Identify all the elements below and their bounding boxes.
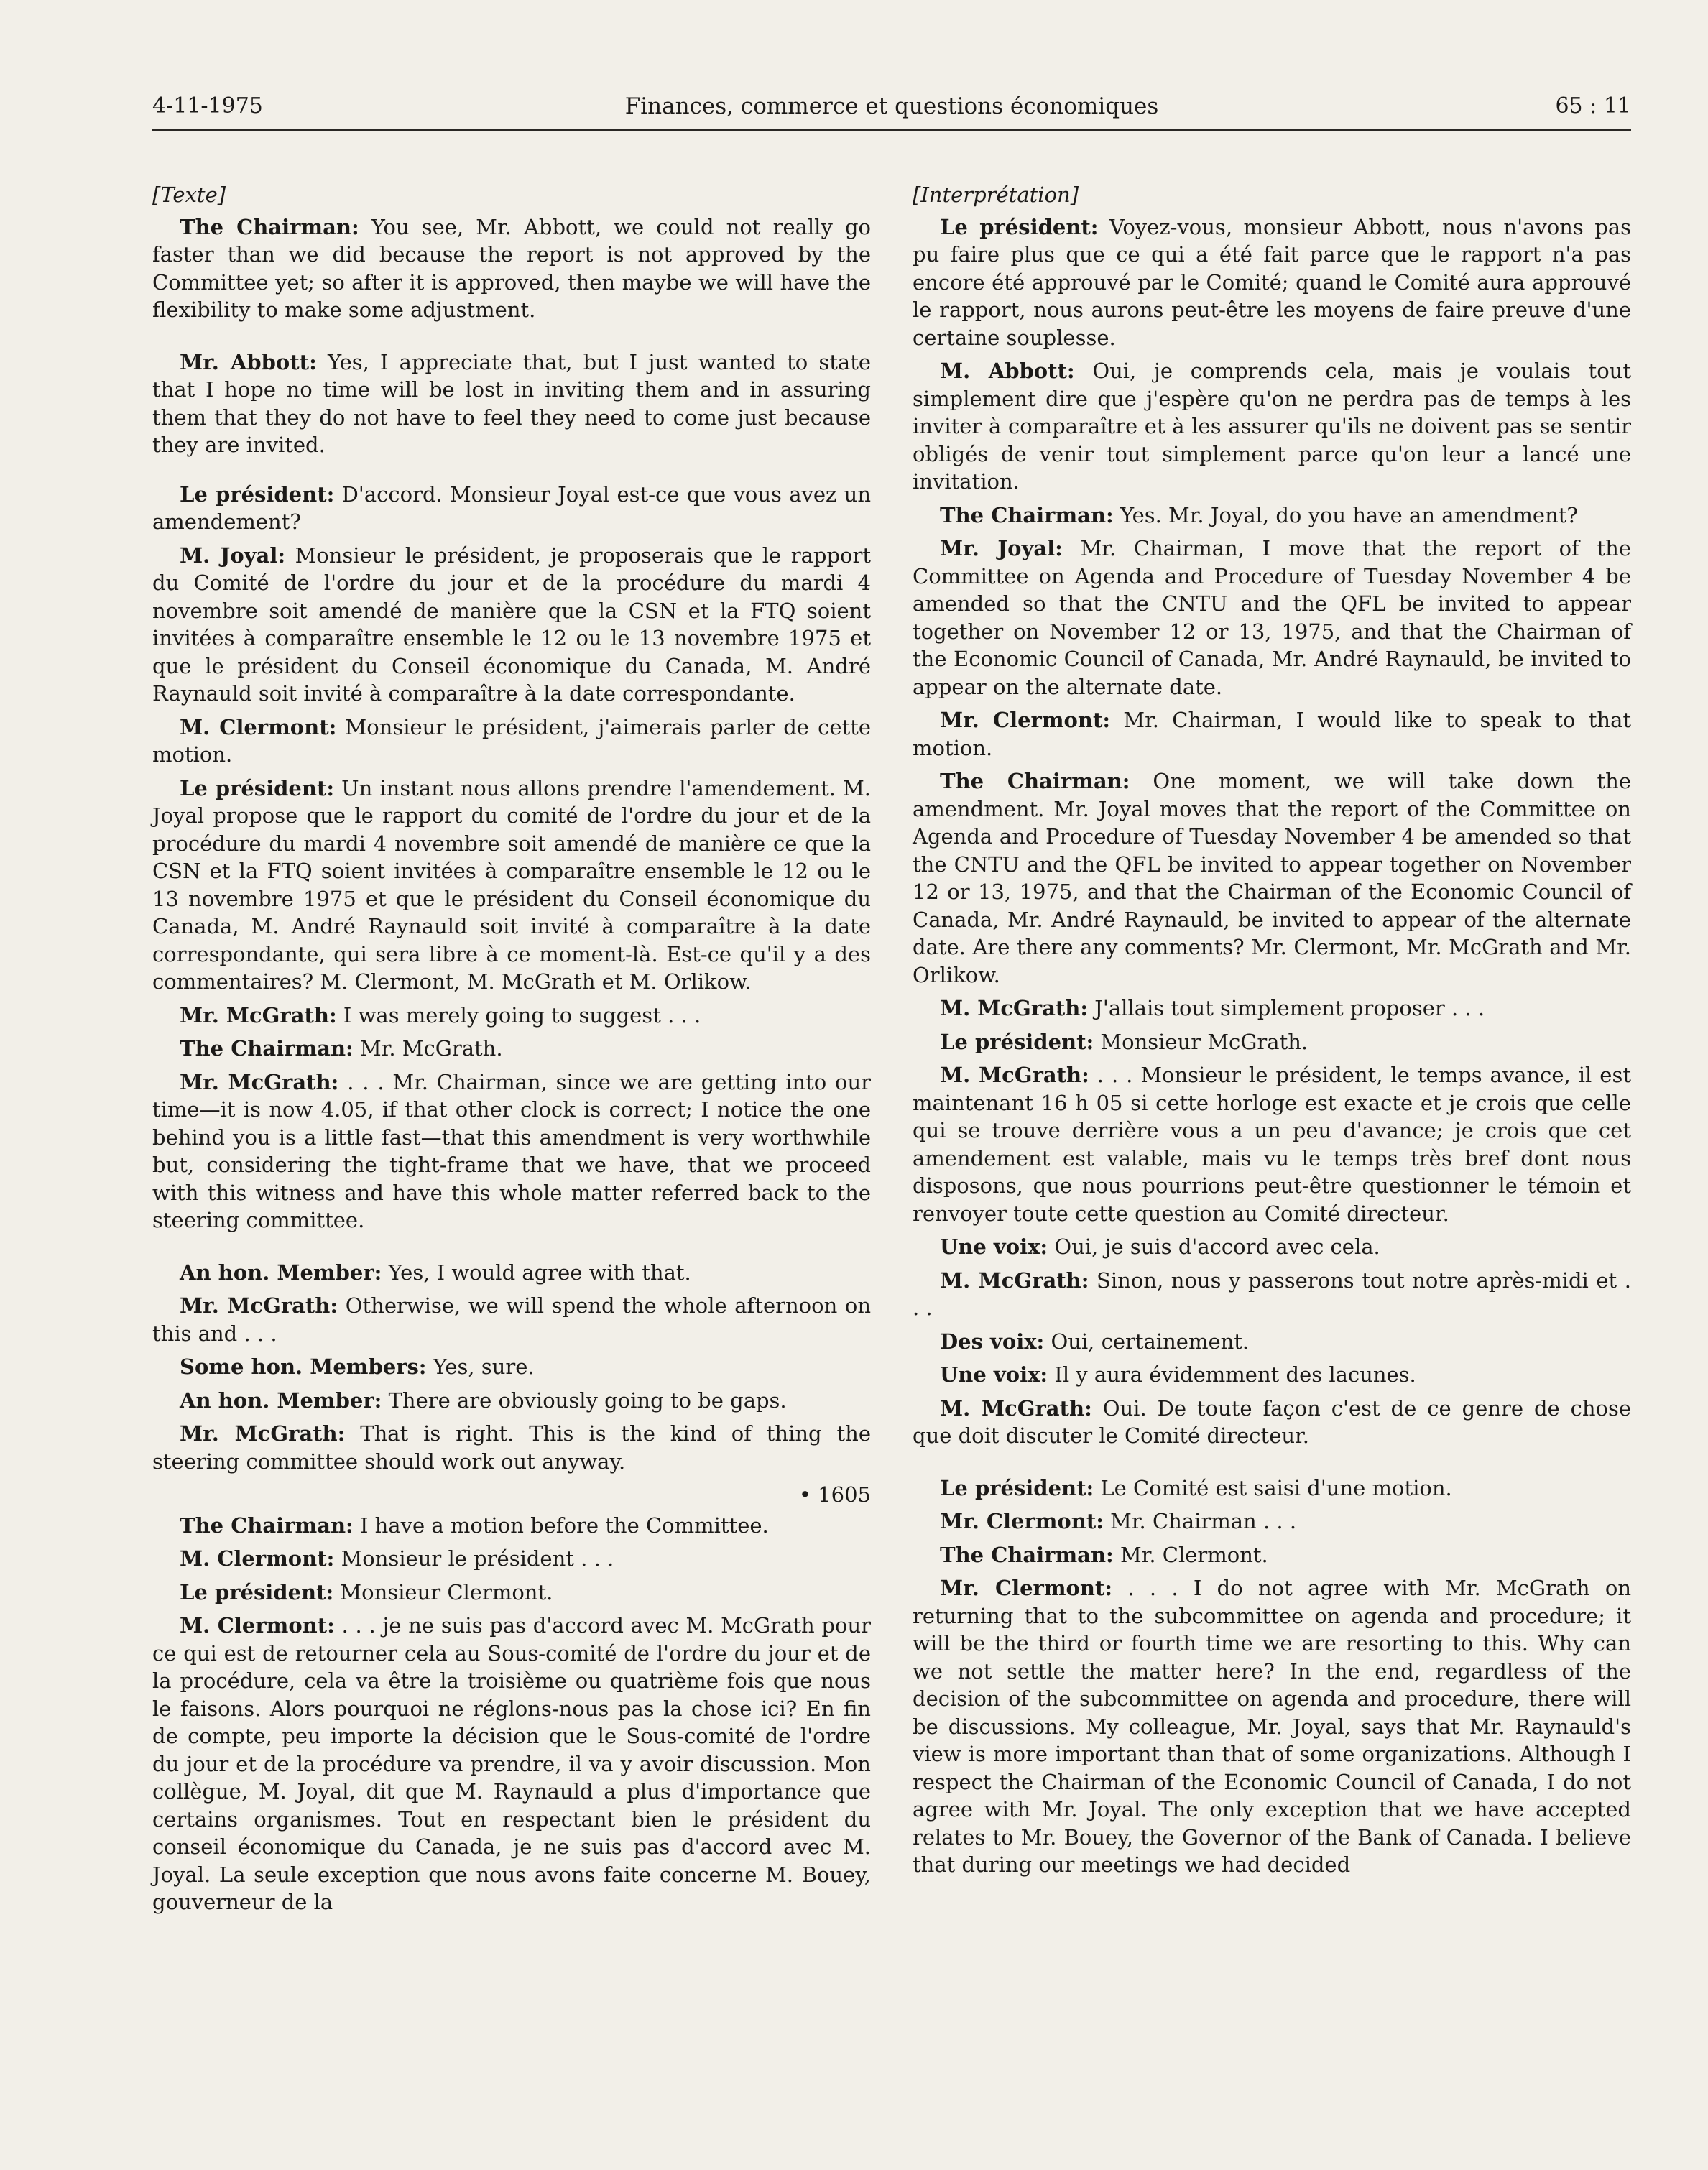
speaker-name: Mr. Clermont: (940, 1509, 1104, 1533)
speech-text: Oui. De toute façon c'est de ce genre de chose que doit discuter le Comité directeur. (913, 1395, 1632, 1448)
speech-text: D'accord. Monsieur Joyal est-ce que vous avez un amendement? (152, 481, 872, 534)
speech-text: . . . je ne suis pas d'accord avec M. McGrath pour ce qui est de retourner cela au Sous-comité de l'ordre du jour et de la procédure, cela va être la troisième ou quatrième fois que nous le faisons. Alors pourquoi ne réglons-nous pas la chose ici? En fin de compte, peu importe la décision que le Sous-comité de l'ordre du jour et de la procédure va prendre, il va y avoir discussion. Mon collègue, M. Joyal, dit que M. Raynauld a plus d'importance que certains organismes. Tout en respectant bien le président du conseil économique du Canada, je ne suis pas d'accord avec M. Joyal. La seule exception que nous avons faite concerne M. Bouey, gouverneur de la (152, 1613, 871, 1914)
speech-paragraph (913, 1061, 1631, 1227)
header-page-number: 65 : 11 (1555, 93, 1631, 119)
speech-text: Otherwise, we will spend the whole afternoon on this and . . . (152, 1293, 871, 1346)
speech-paragraph (913, 1267, 1631, 1322)
speech-text: Mr. Chairman, I move that the report of the Committee on Agenda and Procedure of Tuesday November 4 be amended so that the CNTU and the QFL be invited to appear together on November 12 or 13, 1975, and that the Chairman of the Economic Council of Canada, Mr. André Raynauld, be invited to appear on the alternate date. (913, 536, 1631, 699)
speech-paragraph (152, 1002, 871, 1030)
speaker-name: Mr. Abbott: (180, 349, 317, 374)
speaker-name: M. McGrath: (940, 1063, 1089, 1087)
speech-paragraph (913, 706, 1631, 762)
right-column-interpretation (913, 181, 1631, 1885)
speaker-name: Le président: (180, 481, 335, 507)
speech-paragraph (913, 1361, 1631, 1389)
speaker-name: Le président: (940, 1475, 1094, 1500)
speech-paragraph (152, 1035, 871, 1063)
speaker-name: Le président: (940, 1029, 1094, 1054)
speech-text: Oui, certainement. (1051, 1329, 1250, 1354)
speaker-name: Mr. McGrath: (180, 1002, 337, 1028)
speech-paragraph (152, 1292, 871, 1347)
speaker-name: The Chairman: (180, 214, 359, 239)
speaker-name: M. Clermont: (180, 1546, 335, 1571)
speech-text: Yes, I would agree with that. (388, 1260, 691, 1285)
speech-paragraph (913, 1328, 1631, 1356)
speaker-name: Une voix: (940, 1234, 1048, 1259)
speech-text: Sinon, nous y passerons tout notre après-midi et . . . (913, 1268, 1631, 1320)
speech-text: Le Comité est saisi d'une motion. (1100, 1475, 1452, 1500)
speech-paragraph (913, 357, 1631, 496)
speech-text: Un instant nous allons prendre l'amendement. M. Joyal propose que le rapport du comité de l'ordre du jour et de la procédure du mardi 4 novembre soit amendé de manière ce que la CSN et la FTQ soient invitées à comparaître ensemble le 12 ou le 13 novembre 1975 et que le président du Conseil économique du Canada, M. André Raynauld soit invité à comparaître à la date correspondante, qui sera libre à ce moment-là. Est-ce qu'il y a des commentaires? M. Clermont, M. McGrath et M. Orlikow. (152, 775, 872, 994)
language-note: [Texte] (152, 183, 226, 207)
speech-text: Mr. Clermont. (1120, 1542, 1268, 1567)
speech-paragraph (913, 1574, 1631, 1879)
speech-text: . . . I do not agree with Mr. McGrath on returning that to the subcommittee on agenda and procedure; it will be the third or fourth time we are resorting to this. Why can we not settle the matter here? In the end, regardless of the decision of the subcommittee on agenda and procedure, there will be discussions. My colleague, Mr. Joyal, says that Mr. Raynauld's view is more important than that of some organizations. Although I respect the Chairman of the Economic Council of Canada, I do not agree with Mr. Joyal. The only exception that we have accepted relates to Mr. Bouey, the Governor of the Bank of Canada. I believe that during our meetings we had decided (913, 1576, 1631, 1877)
speaker-name: M. Joyal: (180, 542, 286, 568)
speech-text: Il y aura évidemment des lacunes. (1054, 1362, 1416, 1387)
speech-paragraph (152, 775, 871, 996)
time-marker: • 1605 (798, 1482, 871, 1507)
speaker-name: Des voix: (940, 1329, 1045, 1354)
speaker-name: Mr. McGrath: (180, 1293, 338, 1318)
speech-paragraph (913, 1474, 1631, 1502)
speaker-name: Some hon. Members: (180, 1354, 427, 1379)
speech-text: . . . Mr. Chairman, since we are getting into our time—it is now 4.05, if that other clock is correct; I notice the one behind you is a little fast—that this amendment is very worthwhile but, considering the tight-frame that we have, that we proceed with this witness and have this whole matter referred back to the steering committee. (152, 1069, 872, 1232)
speaker-name: M. Abbott: (940, 359, 1075, 383)
speaker-name: Le président: (180, 1579, 334, 1605)
speaker-name: Mr. Joyal: (940, 536, 1063, 560)
speech-text: I have a motion before the Committee. (359, 1513, 769, 1538)
speech-paragraph (913, 994, 1631, 1022)
speaker-name: Une voix: (940, 1362, 1048, 1387)
speaker-name: Mr. Clermont: (940, 1576, 1113, 1600)
speech-paragraph (152, 1612, 871, 1916)
speaker-name: M. McGrath: (940, 1395, 1092, 1421)
speech-paragraph (152, 1512, 871, 1540)
speech-paragraph (152, 1579, 871, 1607)
speech-paragraph (152, 1353, 871, 1381)
speech-paragraph (152, 1545, 871, 1573)
speech-paragraph (913, 1541, 1631, 1569)
speech-paragraph (152, 1387, 871, 1415)
speech-paragraph (152, 1420, 871, 1475)
speaker-name: The Chairman: (180, 1513, 354, 1538)
speech-text: Monsieur Clermont. (340, 1579, 553, 1605)
speech-paragraph (913, 1028, 1631, 1056)
speech-text: Yes, sure. (433, 1354, 535, 1379)
speech-text: Mr. McGrath. (359, 1036, 503, 1061)
speaker-name: The Chairman: (940, 1542, 1114, 1567)
speech-text: . . . Monsieur le président, le temps avance, il est maintenant 16 h 05 si cette horloge est exacte et je crois que celle qui se trouve derrière vous a un peu d'avance; je crois que cet amendement est valable, mais vu le temps très bref dont nous disposons, que nous pourrions peut-être questionner le témoin et renvoyer toute cette question au Comité directeur. (913, 1063, 1631, 1226)
page-header (152, 93, 1631, 131)
speech-paragraph (152, 714, 871, 769)
speech-paragraph (913, 1508, 1631, 1536)
speech-text: Monsieur le président . . . (341, 1546, 614, 1571)
speaker-name: M. McGrath: (940, 996, 1089, 1020)
speech-text: That is right. This is the kind of thing the steering committee should work out anyway. (152, 1421, 871, 1474)
header-date: 4-11-1975 (152, 93, 263, 119)
speech-text: Voyez-vous, monsieur Abbott, nous n'avons pas pu faire plus que ce qui a été fait parce que le rapport n'a pas encore été approuvé par le Comité; quand le Comité aura approuvé le rapport, nous aurons peut-être les moyens de faire preuve d'une certaine souplesse. (913, 214, 1631, 350)
speech-text: Monsieur le président, je proposerais que le rapport du Comité de l'ordre du jour et de la procédure du mardi 4 novembre soit amendé de manière que la CSN et la FTQ soient invitées à comparaître ensemble le 12 ou le 13 novembre 1975 et que le président du Conseil économique du Canada, M. André Raynauld soit invité à comparaître à la date correspondante. (152, 542, 871, 706)
header-title: Finances, commerce et questions économiques (624, 93, 1159, 119)
speech-text: I was merely going to suggest . . . (343, 1002, 701, 1028)
left-column-english-original (152, 181, 871, 1922)
speech-paragraph (913, 535, 1631, 701)
speaker-name: Le président: (180, 775, 335, 800)
speech-paragraph (152, 213, 871, 324)
speaker-name: Le président: (940, 214, 1099, 239)
speech-text: Mr. Chairman . . . (1110, 1509, 1297, 1533)
speech-text: Oui, je comprends cela, mais je voulais tout simplement dire que j'espère qu'on ne perdra pas de temps à les inviter à comparaître et à les assurer qu'ils ne doivent pas se sentir obligés de venir tout simplement parce qu'on leur a lancé une invitation. (913, 359, 1631, 494)
speech-text: Yes. Mr. Joyal, do you have an amendment? (1120, 502, 1578, 527)
speaker-name: The Chairman: (180, 1036, 354, 1061)
speech-text: Monsieur McGrath. (1100, 1029, 1308, 1054)
speech-paragraph (913, 502, 1631, 530)
speaker-name: Mr. McGrath: (180, 1421, 346, 1446)
speech-text: There are obviously going to be gaps. (388, 1388, 787, 1413)
speech-paragraph (152, 348, 871, 459)
speech-text: You see, Mr. Abbott, we could not really go faster than we did because the report is not approved by the Committee yet; so after it is approved, then maybe we will have the flexibility to make some adjustment. (152, 214, 871, 322)
speaker-name: Mr. McGrath: (180, 1069, 339, 1094)
speech-text: Yes, I appreciate that, but I just wanted to state that I hope no time will be lost in inviting them and in assuring them that they do not have to feel they need to come just because they are invited. (152, 349, 872, 457)
language-note: [Interprétation] (913, 183, 1079, 207)
speech-paragraph (152, 542, 871, 708)
speech-paragraph (913, 1395, 1631, 1450)
speech-paragraph (913, 213, 1631, 352)
speech-text: J'allais tout simplement proposer . . . (1094, 996, 1485, 1020)
speaker-name: M. McGrath: (940, 1268, 1089, 1293)
speech-paragraph (913, 1233, 1631, 1261)
speech-text: One moment, we will take down the amendment. Mr. Joyal moves that the report of the Committee on Agenda and Procedure of Tuesday November 4 be amended so that the CNTU and the QFL be invited to appear together on November 12 or 13, 1975, and that the Chairman of the Economic Council of Canada, Mr. André Raynauld, be invited to appear of the alternate date. Are there any comments? Mr. Clermont, Mr. McGrath and Mr. Orlikow. (913, 769, 1631, 987)
speech-paragraph (152, 481, 871, 536)
speech-text: Oui, je suis d'accord avec cela. (1054, 1234, 1380, 1259)
speech-text: Monsieur le président, j'aimerais parler de cette motion. (152, 714, 871, 767)
speech-paragraph (152, 1068, 871, 1234)
speech-paragraph (913, 767, 1631, 989)
speaker-name: An hon. Member: (180, 1260, 382, 1285)
speaker-name: The Chairman: (940, 502, 1114, 527)
speech-paragraph (152, 1259, 871, 1287)
speaker-name: An hon. Member: (180, 1388, 382, 1413)
speaker-name: M. Clermont: (180, 1613, 335, 1638)
speaker-name: The Chairman: (940, 769, 1130, 793)
speech-text: Mr. Chairman, I would like to speak to that motion. (913, 708, 1632, 760)
speaker-name: Mr. Clermont: (940, 708, 1111, 732)
speaker-name: M. Clermont: (180, 714, 337, 739)
